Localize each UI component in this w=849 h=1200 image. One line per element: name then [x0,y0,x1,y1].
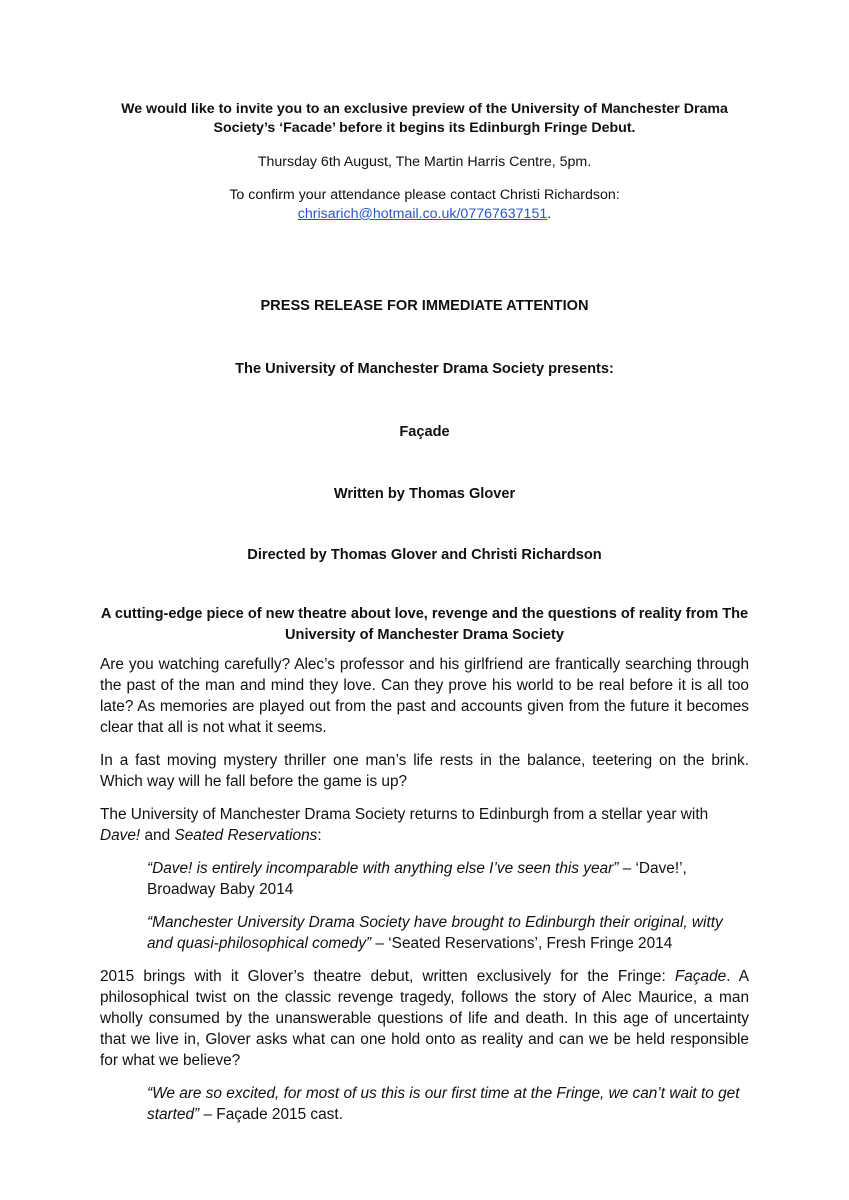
quote-fresh-fringe [147,912,749,954]
contact-link[interactable]: chrisarich@hotmail.co.uk/07767637151 [297,206,548,222]
debut-title: Façade [674,968,727,985]
history-colon: : [317,827,322,844]
show-seated-reservations: Seated Reservations [174,827,318,844]
paragraph-synopsis: Are you watching carefully? Alec’s professor and his girlfriend are frantically searching through the past of the man and mind they love. Can they prove his world to be real before it is all too late? As memories are played out from the past and accounts given from the future it becomes clear that all is not what it seems. [100,656,749,736]
tagline: A cutting-edge piece of new theatre about love, revenge and the questions of reality from The University of Manchester Drama Society [100,606,749,643]
directed-by: Directed by Thomas Glover and Christi Richardson [247,547,602,563]
contact-suffix: . [547,206,552,222]
debut-text-rest: . A philosophical twist on the classic revenge tragedy, follows the story of Alec Maurice, a man wholly consumed by the unanswerable questions of life and death. In this age of uncertainty that we live in, Glover asks what can one hold onto as reality and can we be held responsible for what we believe? [100,968,749,1069]
quote-broadway-baby [147,858,749,900]
paragraph-history [100,804,749,846]
presenter-heading: The University of Manchester Drama Society presents: [235,361,614,377]
paragraph-thriller: In a fast moving mystery thriller one man’s life rests in the balance, teetering on the brink. Which way will he fall before the game is up? [100,752,749,790]
quote-source: – ‘Seated Reservations’, Fresh Fringe 2014 [371,935,673,952]
event-details: Thursday 6th August, The Martin Harris Centre, 5pm. [257,154,592,170]
quote-text: “Manchester University Drama Society have brought to Edinburgh their original, witty and quasi-philosophical comedy” [147,914,723,952]
debut-text-start: 2015 brings with it Glover’s theatre debut, written exclusively for the Fringe: [100,968,675,985]
invitation-title: We would like to invite you to an exclusive preview of the University of Manchester Drama Society’s ‘Facade’ before it begins its Edinburgh Fringe Debut. [121,101,728,136]
quote-cast [147,1083,749,1125]
quote-source: – ‘Dave!’, Broadway Baby 2014 [147,860,687,898]
quote-text: “Dave! is entirely incomparable with anything else I’ve seen this year” [147,860,619,877]
written-by: Written by Thomas Glover [333,486,516,502]
body-text [100,654,749,1125]
paragraph-debut [100,966,749,1071]
contact-line [100,186,749,224]
history-and: and [140,827,175,844]
play-title: Façade [399,424,450,440]
contact-prefix: To confirm your attendance please contact Christi Richardson: [229,187,620,203]
quote-text: “We are so excited, for most of us this is our first time at the Fringe, we can’t wait to get started” [147,1085,740,1123]
history-text: The University of Manchester Drama Society returns to Edinburgh from a stellar year with [100,806,709,823]
press-release-heading: PRESS RELEASE FOR IMMEDIATE ATTENTION [260,298,589,314]
quote-source: – Façade 2015 cast. [199,1106,343,1123]
show-dave: Dave! [100,827,141,844]
invitation-block [100,100,749,224]
